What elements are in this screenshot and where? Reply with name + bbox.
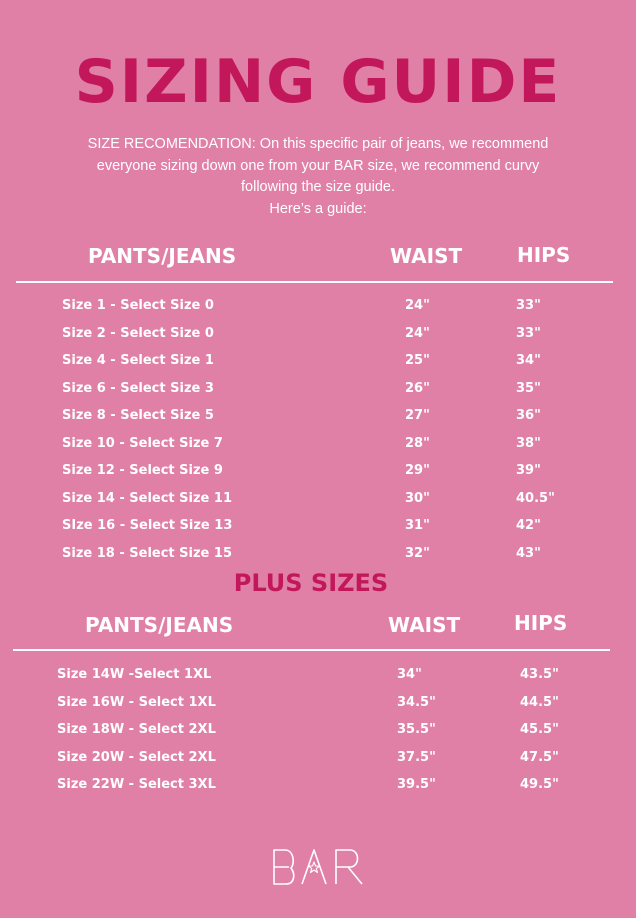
table2-header-pants: PANTS/JEANS xyxy=(85,613,234,637)
size-label: Size 2 - Select Size 0 xyxy=(62,325,214,341)
hips-value: 43.5" xyxy=(520,667,559,682)
hips-value: 34" xyxy=(516,353,541,368)
table1-header-waist: WAIST xyxy=(390,244,463,268)
size-label: Size 10 - Select Size 7 xyxy=(62,435,223,451)
bar-logo xyxy=(272,848,372,892)
intro-line: SIZE RECOMENDATION: On this specific pair of jeans, we recommend xyxy=(87,136,549,152)
waist-value: 28" xyxy=(405,435,430,451)
size-label: Size 14W -Select 1XL xyxy=(57,667,212,682)
intro-line: everyone sizing down one from your BAR size, we recommend curvy xyxy=(96,157,540,174)
size-label: Size 20W - Select 2XL xyxy=(57,749,216,765)
size-label: Size 1 - Select Size 0 xyxy=(62,298,214,313)
waist-value: 35.5" xyxy=(397,722,436,737)
hips-value: 39" xyxy=(516,463,541,478)
waist-value: 26" xyxy=(405,380,430,396)
page-title: SIZING GUIDE xyxy=(74,47,562,117)
size-label: Size 18 - Select Size 15 xyxy=(62,545,232,561)
hips-value: 43" xyxy=(516,545,541,561)
waist-value: 39.5" xyxy=(397,777,436,792)
size-label: Size 14 - Select Size 11 xyxy=(62,490,232,506)
waist-value: 24" xyxy=(405,298,430,313)
table2-header-hips: HIPS xyxy=(514,611,568,635)
intro-line: following the size guide. xyxy=(241,179,395,195)
hips-value: 33" xyxy=(516,298,541,313)
size-label: Size 4 - Select Size 1 xyxy=(62,353,214,368)
size-label: Size 12 - Select Size 9 xyxy=(62,463,223,478)
size-label: SIze 16 - Select Size 13 xyxy=(62,518,233,533)
size-label: Size 18W - Select 2XL xyxy=(57,722,216,737)
waist-value: 25" xyxy=(405,353,430,368)
size-label: Size 8 - Select Size 5 xyxy=(62,408,214,423)
hips-value: 40.5" xyxy=(516,490,555,506)
hips-value: 45.5" xyxy=(520,722,559,737)
table2-header-waist: WAIST xyxy=(388,613,461,637)
waist-value: 30" xyxy=(405,490,430,506)
table1-divider xyxy=(16,281,613,283)
waist-value: 29" xyxy=(405,463,430,478)
table1-header-pants: PANTS/JEANS xyxy=(88,244,237,268)
waist-value: 24" xyxy=(405,325,430,341)
hips-value: 33" xyxy=(516,325,541,341)
size-label: Size 16W - Select 1XL xyxy=(57,694,216,710)
hips-value: 47.5" xyxy=(520,749,559,765)
hips-value: 49.5" xyxy=(520,777,559,792)
plus-sizes-title: PLUS SIZES xyxy=(233,569,389,597)
size-recommendation-text xyxy=(30,134,606,220)
hips-value: 36" xyxy=(516,408,541,423)
waist-value: 27" xyxy=(405,408,430,423)
size-label: Size 22W - Select 3XL xyxy=(57,777,216,792)
bar-logo-icon xyxy=(272,848,372,888)
hips-value: 38" xyxy=(516,435,541,451)
hips-value: 42" xyxy=(516,518,541,533)
waist-value: 34" xyxy=(397,667,422,682)
waist-value: 37.5" xyxy=(397,749,436,765)
size-label: Size 6 - Select Size 3 xyxy=(62,380,214,396)
intro-line: Here’s a guide: xyxy=(269,200,367,217)
hips-value: 35" xyxy=(516,380,541,396)
table2-divider xyxy=(13,649,610,651)
waist-value: 32" xyxy=(405,545,430,561)
table1-header-hips: HIPS xyxy=(517,243,571,267)
waist-value: 34.5" xyxy=(397,694,436,710)
waist-value: 31" xyxy=(405,518,430,533)
hips-value: 44.5" xyxy=(520,694,559,710)
